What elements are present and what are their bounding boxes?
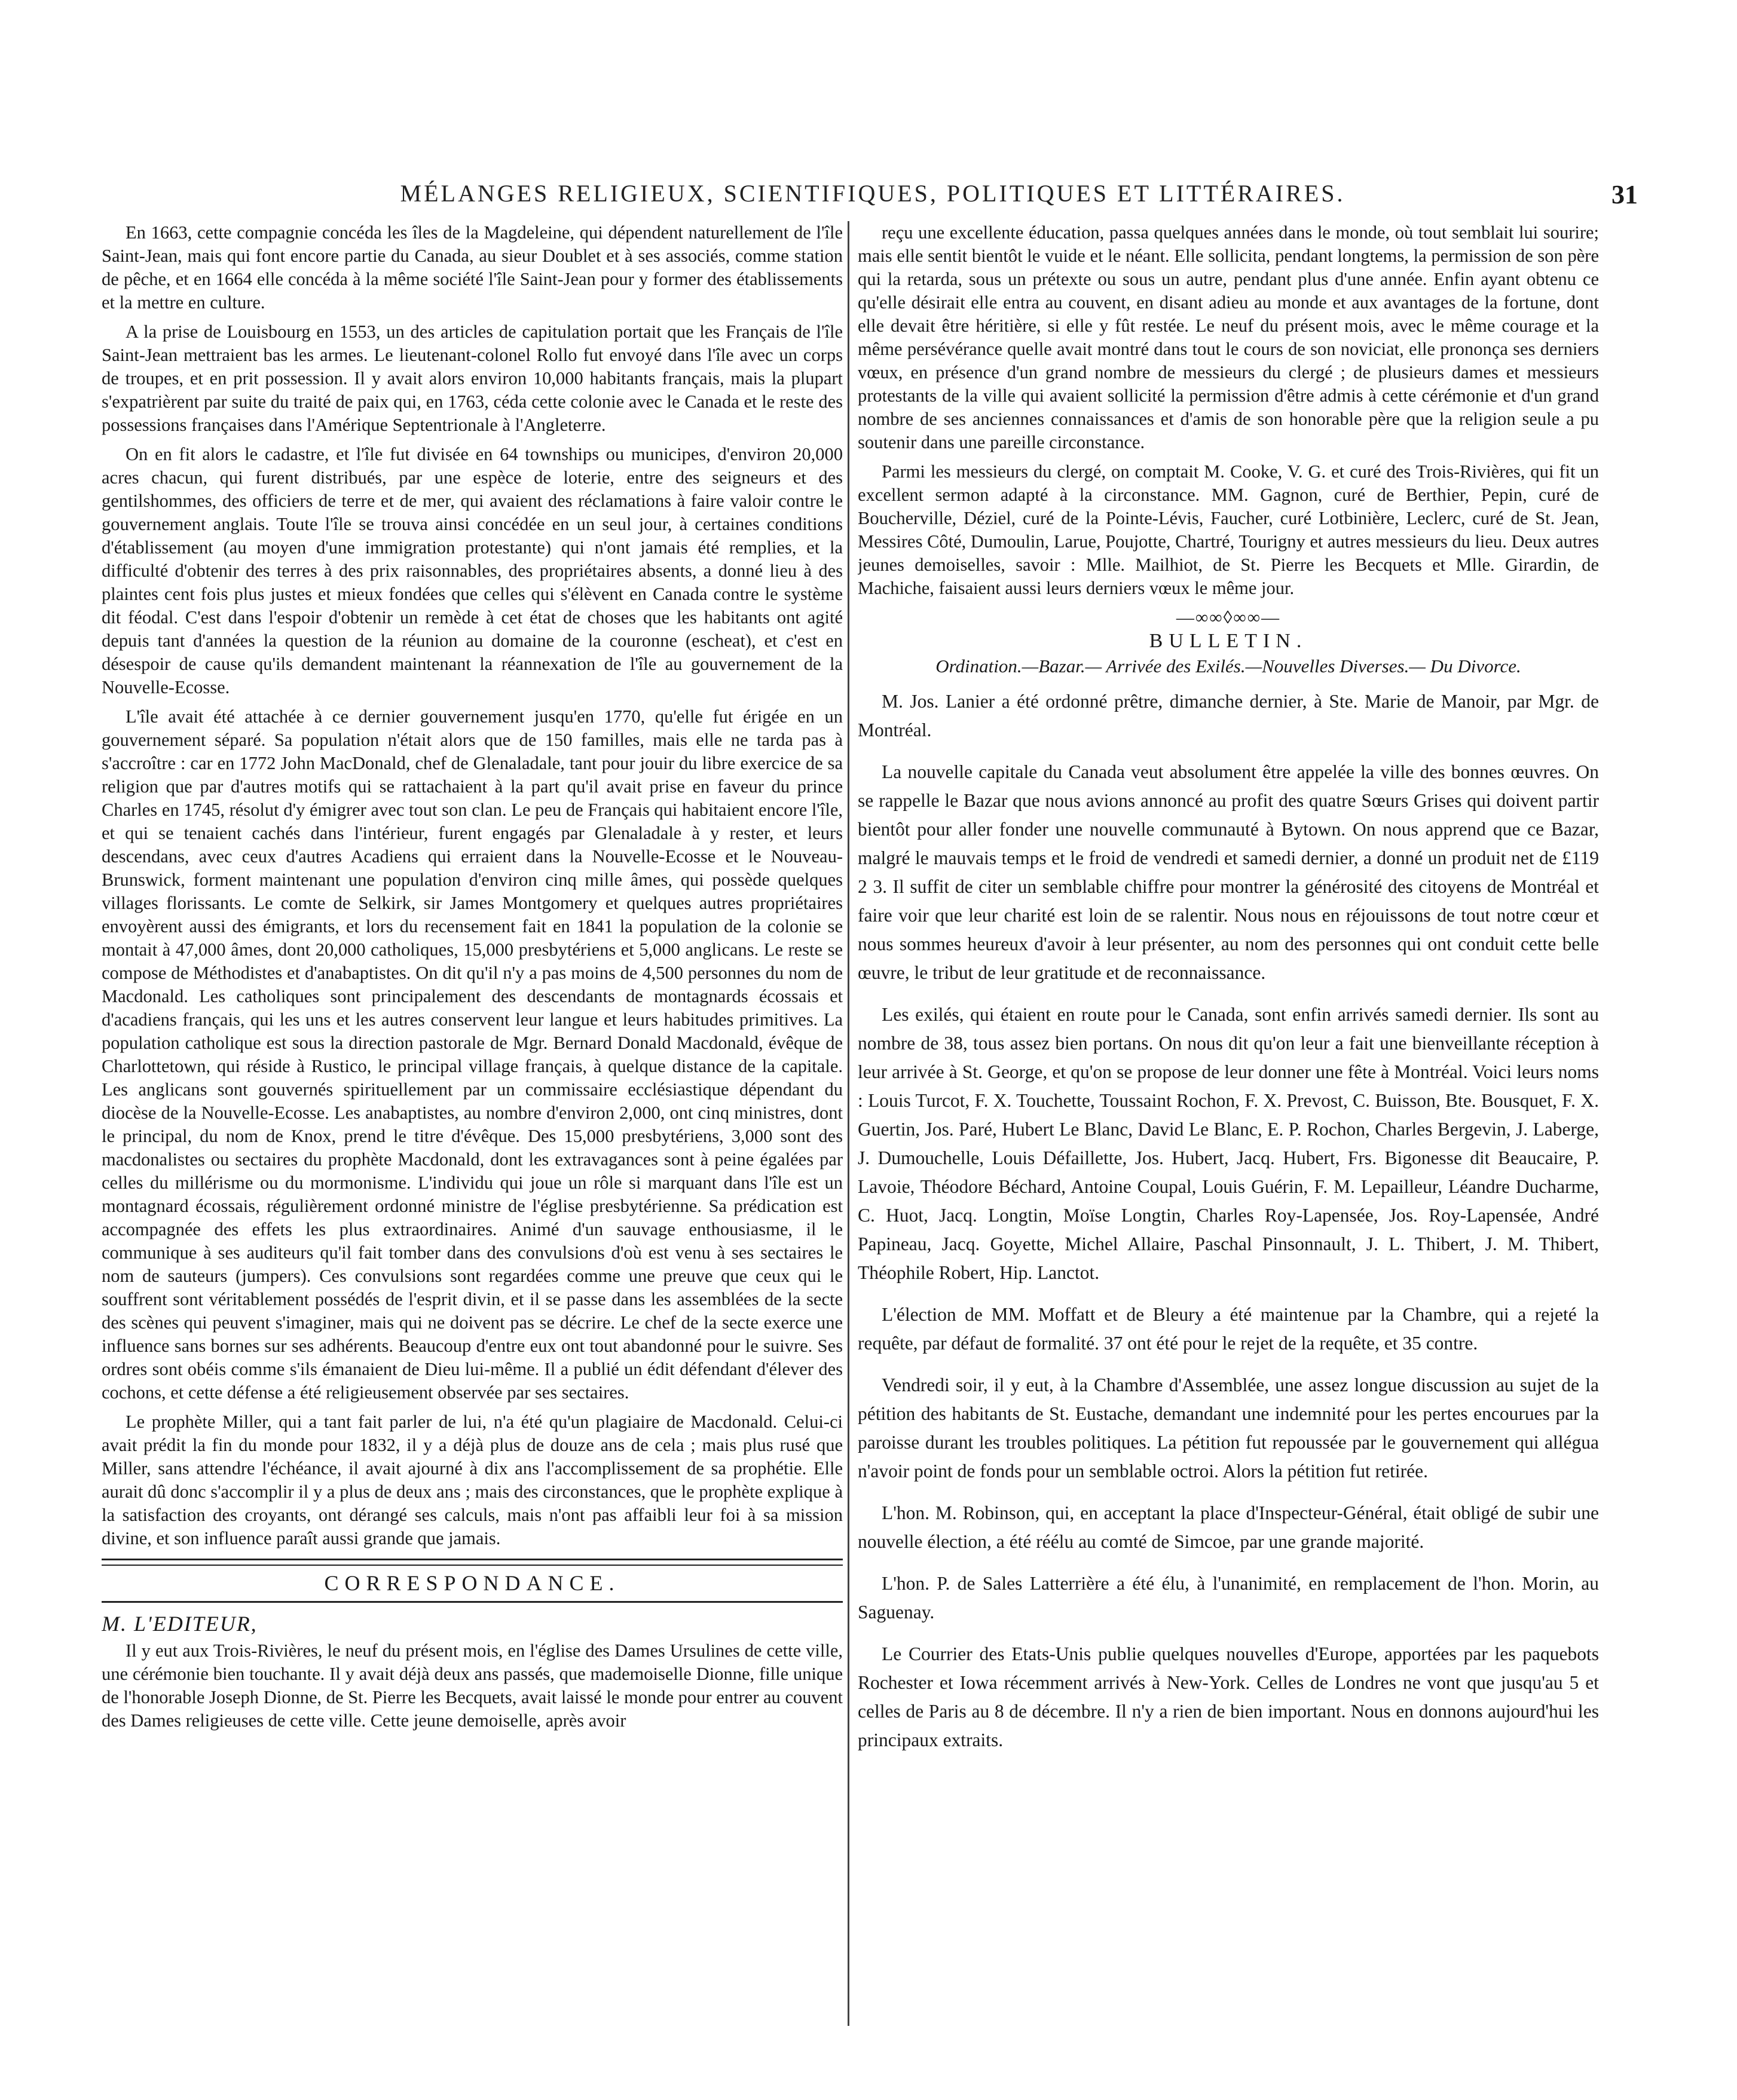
letter-paragraph: reçu une excellente éducation, passa quelques années dans le monde, où tout semblait lui sourire; mais elle sentit bientôt le vuide et le néant. Elle sollicita, pendant longtems, la permission de son père qui la retarda, sous un prétexte ou sous un autre, pendant plus d'une année. Enfin ayant obtenu ce qu'elle désirait elle entra au couvent, en disant adieu au monde et aux avantages de la fortune, dont elle devait être héritière, si elle y fût restée. Le neuf du présent mois, avec le même courage et la même persévérance quelle avait montré dans tout le cours de son noviciat, elle prononça ses derniers vœux, en présence d'un grand nombre de messieurs du clergé ; de plusieurs dames et messieurs protestants de la ville qui avaient sollicité la permission d'être admis à cette cérémonie et d'un grand nombre de ses anciennes connaissances et d'amis de son honorable père que la religion seule a pu soutenir dans une pareille circonstance. xyxy=(858,222,1599,452)
page-number: 31 xyxy=(1611,180,1638,209)
bulletin-paragraph: L'hon. M. Robinson, qui, en acceptant la place d'Inspecteur-Général, était obligé de subir une nouvelle élection, a été réélu au comté de Simcoe, par une grande majorité. xyxy=(858,1502,1599,1552)
bulletin-paragraph: Le Courrier des Etats-Unis publie quelques nouvelles d'Europe, apportées par les paquebots Rochester et Iowa récemment arrivés à New-York. Celles de Londres ne vont que jusqu'au 5 et celles de Paris au 8 de décembre. Il n'y a rien de bien important. Nous en donnons aujourd'hui les principaux extraits. xyxy=(858,1643,1599,1750)
left-column xyxy=(102,221,843,2026)
correspondence-heading: CORRESPONDANCE. xyxy=(324,1571,620,1595)
article-paragraph: A la prise de Louisbourg en 1553, un des articles de capitulation portait que les Français de l'île Saint-Jean mettraient bas les armes. Le lieutenant-colonel Rollo fut envoyé dans l'île avec un corps de troupes, et en prit possession. Il y avait alors environ 10,000 habitants français, mais la plupart s'expatrièrent par suite du traité de paix qui, en 1763, céda cette colonie avec le Canada et le reste des possessions françaises dans l'Amérique Septentrionale à l'Angleterre. xyxy=(102,322,843,435)
section-rule xyxy=(102,1559,843,1566)
bulletin-paragraph: Les exilés, qui étaient en route pour le Canada, sont enfin arrivés samedi dernier. Ils sont au nombre de 38, tous assez bien portans. On nous dit qu'on leur a fait une bienveillante réception à leur arrivée à St. George, et qu'on se propose de leur donner une fête à Montréal. Voici leurs noms : Louis Turcot, F. X. Touchette, Toussaint Rochon, F. X. Prevost, C. Buisson, Bte. Bousquet, F. X. Guertin, Jos. Paré, Hubert Le Blanc, David Le Blanc, E. P. Rochon, Charles Bergevin, J. Laberge, J. Dumouchelle, Louis Défaillette, Jos. Hubert, Jacq. Hubert, Frs. Bigonesse dit Beaucaire, P. Lavoie, Théodore Béchard, Antoine Coupal, Louis Guérin, F. M. Lepailleur, Léandre Ducharme, C. Huot, Jacq. Longtin, Moïse Longtin, Charles Roy-Lapensée, Jos. Roy-Lapensée, André Papineau, Jacq. Goyette, Michel Allaire, Paschal Pinsonnault, J. L. Thibert, J. M. Thibert, Théophile Robert, Hip. Lanctot. xyxy=(858,1004,1599,1283)
article-paragraph: Le prophète Miller, qui a tant fait parler de lui, n'a été qu'un plagiaire de Macdonald. Celui-ci avait prédit la fin du monde pour 1832, il y a déjà plus de douze ans de cela ; mais plus rusé que Miller, sans attendre l'échéance, il avait ajourné à dix ans l'accomplissement de sa prophétie. Elle aurait dû donc s'accomplir il y a plus de deux ans ; mais des circonstances, que le prophète explique à la satisfaction des croyants, ont dérangé ses calculs, mais n'ont pas affaibli leur foi à sa mission divine, et son influence paraît aussi grande que jamais. xyxy=(102,1412,843,1548)
bulletin-heading: BULLETIN. xyxy=(1149,630,1308,652)
letter-paragraph: Parmi les messieurs du clergé, on comptait M. Cooke, V. G. et curé des Trois-Rivières, qui fit un excellent sermon adapté à la circonstance. MM. Gagnon, curé de Berthier, Pepin, curé de Boucherville, Déziel, curé de la Pointe-Lévis, Faucher, curé Lotbinière, Leclerc, curé de St. Jean, Messires Côté, Dumoulin, Larue, Poujotte, Chartré, Tourigny et autres messieurs du lieu. Deux autres jeunes demoiselles, savoir : Mlle. Mailhiot, de St. Pierre les Becquets et Mlle. Girardin, de Machiche, faisaient aussi leurs derniers vœux le même jour. xyxy=(858,461,1599,598)
bulletin-paragraph: M. Jos. Lanier a été ordonné prêtre, dimanche dernier, à Ste. Marie de Manoir, par Mgr. de Montréal. xyxy=(858,691,1599,740)
article-paragraph: En 1663, cette compagnie concéda les îles de la Magdeleine, qui dépendent naturellement de l'île Saint-Jean, mais qui font encore partie du Canada, au sieur Doublet et à ses associés, comme station de pêche, et en 1664 elle concéda à la même société l'île Saint-Jean pour y former des établissements et la mettre en culture. xyxy=(102,222,843,313)
ornament-divider: —∞∞◊∞∞— xyxy=(1176,608,1281,627)
section-rule xyxy=(102,1601,843,1603)
bulletin-paragraph: L'élection de MM. Moffatt et de Bleury a été maintenue par la Chambre, qui a rejeté la requête, par défaut de formalité. 37 ont été pour le rejet de la requête, et 35 contre. xyxy=(858,1304,1599,1354)
running-title: MÉLANGES RELIGIEUX, SCIENTIFIQUES, POLITIQUES ET LITTÉRAIRES. xyxy=(400,180,1345,207)
letter-paragraph: Il y eut aux Trois-Rivières, le neuf du présent mois, en l'église des Dames Ursulines de cette ville, une cérémonie bien touchante. Il y avait déjà deux ans passés, que mademoiselle Dionne, fille unique de l'honorable Joseph Dionne, de St. Pierre les Becquets, avait laissé le monde pour entrer au couvent des Dames religieuses de cette ville. Cette jeune demoiselle, après avoir xyxy=(102,1640,843,1731)
column-divider xyxy=(848,221,849,2026)
editor-salutation: M. L'EDITEUR, xyxy=(102,1612,258,1636)
bulletin-paragraph: Vendredi soir, il y eut, à la Chambre d'Assemblée, une assez longue discussion au sujet de la pétition des habitants de St. Eustache, demandant une indemnité pour les pertes encourues par la paroisse durant les troubles politiques. La pétition fut repoussée par le gouvernement qui allégua n'avoir point de fonds pour un semblable octroi. Alors la pétition fut retirée. xyxy=(858,1375,1599,1481)
bulletin-subtitle: Ordination.—Bazar.— Arrivée des Exilés.—Nouvelles Diverses.— Du Divorce. xyxy=(935,656,1521,676)
article-paragraph: On en fit alors le cadastre, et l'île fut divisée en 64 townships ou municipes, d'environ 20,000 acres chacun, qui furent distribués, par une espèce de loterie, entre des seigneurs et des gentilshommes, des officiers de terre et de mer, qui avaient des réclamations à faire valoir contre le gouvernement anglais. Toute l'île se trouva ainsi concédée en un seul jour, à certaines conditions d'établissement (au moyen d'une immigration protestante) qui n'ont jamais été remplies, et la difficulté d'obtenir des terres à des prix raisonnables, des propriétaires absents, a donné lieu à des plaintes cent fois plus justes et mieux fondées que celles qui s'élèvent en Canada contre le système dit féodal. C'est dans l'espoir d'obtenir un remède à cet état de choses que les habitants ont agité depuis tant d'années la question de la réunion au domaine de la couronne (escheat), et c'est en désespoir de cause qu'ils demandent maintenant la réannexation de l'île au gouvernement de la Nouvelle-Ecosse. xyxy=(102,444,843,697)
page-header xyxy=(108,179,1638,215)
article-paragraph: L'île avait été attachée à ce dernier gouvernement jusqu'en 1770, qu'elle fut érigée en un gouvernement séparé. Sa population n'était alors que de 150 familles, mais elle ne tarda pas à s'accroître : car en 1772 John MacDonald, chef de Glenaladale, tant pour jouir du libre exercice de sa religion que par d'autres motifs qui se rattachaient à la part qu'il avait prise en faveur du prince Charles en 1745, résolut d'y émigrer avec tout son clan. Le peu de Français qui habitaient encore l'île, et qui se tenaient cachés dans l'intérieur, furent engagés par Glenaladale à y rester, et leurs descendans, avec ceux d'autres Acadiens qui erraient dans la Nouvelle-Ecosse et le Nouveau-Brunswick, forment maintenant une population d'environ cinq mille âmes, qui possède quelques villages florissants. Le comte de Selkirk, sir James Montgomery et quelques autres propriétaires envoyèrent aussi des émigrants, et lors du recensement fait en 1841 la population de la colonie se montait à 47,000 âmes, dont 20,000 catholiques, 15,000 presbytériens et 5,000 anglicans. Le reste se compose de Méthodistes et d'anabaptistes. On dit qu'il n'y a pas moins de 4,500 personnes du nom de Macdonald. Les catholiques sont principalement des descendants de montagnards écossais et d'acadiens français, qui les uns et les autres conservent leur langue et leurs habitudes primitives. La population catholique est sous la direction pastorale de Mgr. Bernard Donald Macdonald, évêque de Charlottetown, qui réside à Rustico, le principal village français, à quelque distance de la capitale. Les anglicans sont gouvernés spirituellement par un commissaire ecclésiastique dépendant du diocèse de la Nouvelle-Ecosse. Les anabaptistes, au nombre d'environ 2,000, ont cinq ministres, dont le principal, du nom de Knox, prend le titre d'évêque. Des 15,000 presbytériens, 3,000 sont des macdonalistes ou sectaires du prophète Macdonald, dont les extravagances sont à peine égalées par celles du millérisme ou du mormonisme. L'individu qui joue un rôle si marquant dans l'île est un montagnard écossais, régulièrement ordonné ministre de l'église presbytérienne. Sa prédication est accompagnée des effets les plus extraordinaires. Animé d'un sauvage enthousiasme, il le communique à ses auditeurs qu'il fait tomber dans des convulsions d'où est venu à ses sectaires le nom de sauteurs (jumpers). Ces convulsions sont regardées comme une preuve que ceux qui le souffrent sont véritablement possédés de l'esprit divin, et il se passe dans les assemblées de la secte des scènes qui peuvent s'imaginer, mais qui ne doivent pas se décrire. Le chef de la secte exerce une influence sans bornes sur ses adhérents. Beaucoup d'entre eux ont tout abandonné pour le suivre. Ses ordres sont obéis comme s'ils émanaient de Dieu lui-même. Il a publié un édit défendant d'élever des cochons, et cette défense a été religieusement observée par ses sectaires. xyxy=(102,706,843,1403)
bulletin-paragraph: La nouvelle capitale du Canada veut absolument être appelée la ville des bonnes œuvres. On se rappelle le Bazar que nous avions annoncé au profit des quatre Sœurs Grises qui doivent partir bientôt pour aller fonder une nouvelle communauté à Bytown. On nous apprend que ce Bazar, malgré le mauvais temps et le froid de vendredi et samedi dernier, a donné un produit net de £119 2 3. Il suffit de citer un semblable chiffre pour montrer la générosité des citoyens de Montréal et faire voir que leur charité est loin de se ralentir. Nous nous en réjouissons de tout notre cœur et nous sommes heureux d'avoir à leur présenter, au nom des personnes qui ont conduit cette belle œuvre, le tribut de leur gratitude et de reconnaissance. xyxy=(858,761,1599,983)
bulletin-paragraph: L'hon. P. de Sales Latterrière a été élu, à l'unanimité, en remplacement de l'hon. Morin, au Saguenay. xyxy=(858,1573,1599,1623)
right-column xyxy=(858,221,1599,2026)
